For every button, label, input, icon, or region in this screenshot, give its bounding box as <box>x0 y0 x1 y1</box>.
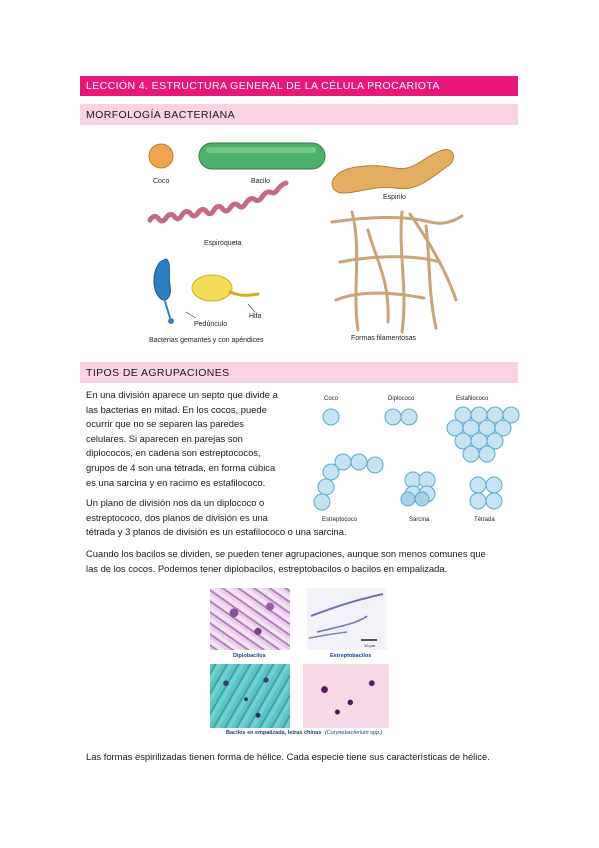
text-line: Cuando los bacilos se dividen, se pueden tener agrupaciones, aunque son menos comunes que <box>86 548 486 559</box>
label-pedunculo: Pedúnculo <box>194 321 228 328</box>
espirilo-shape <box>332 150 454 194</box>
text-line: las de los cocos. Podemos tener diplobacilos, estreptobacilos o bacilos en empalizada. <box>86 562 448 574</box>
caption-empalizada-species: (Corynebacterium spp.) <box>324 730 383 736</box>
text-line: En una división aparece un septo que divide a <box>86 389 278 400</box>
estreptobacilos-photo <box>307 588 387 650</box>
spiral-paragraph: Las formas espirilizadas tienen forma de hélice. Cada especie tiene sus características de hélice. <box>86 751 490 762</box>
text-line: las bacterias en mitad. En los cocos, puede <box>86 403 267 415</box>
caption-empalizada-main: Bacilos en empalizada, letras chinas <box>226 730 322 736</box>
label-espiroqueta: Espiroqueta <box>204 240 242 247</box>
bacilo-shape <box>199 143 325 169</box>
bacilli-paragraph <box>86 547 526 576</box>
empalizada-photo-2 <box>303 664 389 728</box>
label-bacilo: Bacilo <box>251 178 271 185</box>
caption-estreptobacilos: Estreptobacilos <box>330 653 372 659</box>
text-line: diplococos, en cadena son estreptococos, <box>86 447 261 459</box>
text-line: tétrada y 3 planos de división es un estafilococo o una sarcina. <box>86 526 347 538</box>
label-hifa: Hifa <box>249 313 262 320</box>
estreptobacilos-chains <box>307 588 387 650</box>
label-estafilococo: Estafilococo <box>456 396 489 402</box>
label-coco: Coco <box>153 178 170 185</box>
text-line: Un plano de división nos da un diplococo o <box>86 497 265 508</box>
hifa-shape <box>192 275 232 301</box>
groupings-paragraph-1 <box>86 388 301 490</box>
gemante-body-shape <box>154 259 170 300</box>
label-sarcina: Sarcina <box>409 517 430 523</box>
filamentosas-shape <box>332 212 462 332</box>
label-gemantes: Bacterias gemantes y con apéndices <box>149 337 264 344</box>
diplobacilos-photo <box>210 588 290 650</box>
text-line: ocurrir que no se separen las paredes <box>86 418 244 430</box>
label-filamentosas: Formas filamentosas <box>351 335 416 342</box>
label-diplococo: Diplococo <box>388 396 415 402</box>
groupings-paragraph-2 <box>86 496 386 540</box>
espiroqueta-shape <box>150 183 286 221</box>
lesson-title: LECCIÓN 4. ESTRUCTURA GENERAL DE LA CÉLULA PROCARIOTA <box>80 76 518 96</box>
empalizada-photo-1 <box>210 664 290 728</box>
scale-label: 10 µm <box>364 643 376 648</box>
text-line: es una sarcina y en racimo es estafilococo. <box>86 476 266 488</box>
coco-shape <box>149 144 173 168</box>
label-coco-group: Coco <box>324 396 339 402</box>
caption-diplobacilos: Diplobacilos <box>233 653 266 659</box>
section-title-groupings: TIPOS DE AGRUPACIONES <box>80 362 518 383</box>
text-line: grupos de 4 son una tétrada, en forma cúbica <box>86 461 276 473</box>
caption-empalizada <box>226 730 382 736</box>
label-estreptococo: Estreptococo <box>322 517 358 523</box>
text-line: estreptococo, dos planos de división es una <box>86 511 268 523</box>
label-espirilo: Espirilo <box>383 194 406 201</box>
text-line: celulares. Si aparecen en parejas son <box>86 432 243 444</box>
label-tetrada: Tétrada <box>474 517 495 523</box>
section-title-morphology: MORFOLOGÍA BACTERIANA <box>80 104 518 125</box>
